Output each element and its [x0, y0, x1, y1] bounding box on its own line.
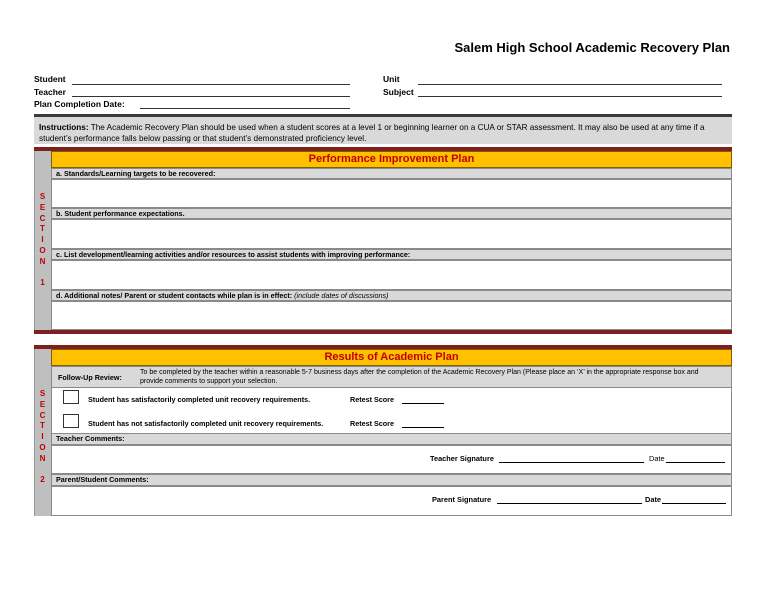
parent-date-label: Date — [645, 495, 662, 504]
option2-retest-label: Retest Score — [350, 419, 394, 428]
student-field[interactable] — [72, 84, 350, 85]
instructions-label: Instructions: — [39, 123, 89, 132]
teacher-signature-field[interactable] — [499, 462, 644, 463]
teacher-date-field[interactable] — [666, 462, 725, 463]
option1-label: Student has satisfactorily completed unit recovery requirements. — [88, 395, 311, 404]
option1-retest-field[interactable] — [402, 403, 444, 404]
teacher-label: Teacher — [34, 87, 66, 97]
section1-item-a-field[interactable] — [51, 179, 732, 208]
parent-signature-field[interactable] — [497, 503, 642, 504]
followup-review-row — [51, 366, 732, 388]
teacher-comments-field[interactable] — [51, 445, 732, 474]
plan-completion-label: Plan Completion Date: — [34, 99, 125, 109]
option2-checkbox[interactable] — [63, 414, 79, 428]
unit-label: Unit — [383, 74, 400, 84]
section1-side-label: S E C T I O N 1 — [39, 192, 46, 288]
section1-item-c-label: c. List development/learning activities and/or resources to assist students with improving performance: — [51, 249, 732, 260]
section1-item-b-field[interactable] — [51, 219, 732, 249]
teacher-field[interactable] — [72, 96, 350, 97]
followup-review-text: To be completed by the teacher within a reasonable 5-7 business days after the completion of the Academic Recovery Plan (Please place an ‘X’ in the appropriate response box and provide comments to support your selection. — [140, 369, 699, 385]
teacher-signature-label: Teacher Signature — [430, 454, 494, 463]
section1-item-d-label: d. Additional notes/ Parent or student contacts while plan is in effect: — [56, 291, 293, 300]
student-label: Student — [34, 74, 66, 84]
unit-field[interactable] — [418, 84, 722, 85]
section1-item-d-note: (include dates of discussions) — [294, 291, 389, 300]
section2-heading: Results of Academic Plan — [51, 349, 732, 366]
section1-item-b-label: b. Student performance expectations. — [51, 208, 732, 219]
subject-field[interactable] — [418, 96, 722, 97]
section1-item-a-label: a. Standards/Learning targets to be recovered: — [51, 168, 732, 179]
parent-signature-label: Parent Signature — [432, 495, 492, 504]
parent-comments-field[interactable] — [51, 486, 732, 516]
parent-date-field[interactable] — [662, 503, 726, 504]
parent-comments-label: Parent/Student Comments: — [51, 474, 732, 486]
section1-heading: Performance Improvement Plan — [51, 151, 732, 168]
option2-retest-field[interactable] — [402, 427, 444, 428]
section1-item-d-field[interactable] — [51, 301, 732, 330]
section1-item-d-label-row — [51, 290, 732, 301]
option2-label: Student has not satisfactorily completed unit recovery requirements. — [88, 419, 324, 428]
teacher-comments-label: Teacher Comments: — [51, 433, 732, 445]
page-title: Salem High School Academic Recovery Plan — [454, 40, 730, 55]
section2-side-label: S E C T I O N 2 — [39, 389, 46, 485]
section1-bottom-rule — [34, 330, 732, 334]
plan-completion-field[interactable] — [140, 108, 350, 109]
teacher-date-label: Date — [649, 454, 665, 463]
instructions-text: The Academic Recovery Plan should be used when a student scores at a level 1 or beginning learner on a CUA or STAR assessment. It may also be used at any time if a student’s performance falls below passing or that student’s demonstrated proficiency level. — [39, 123, 705, 143]
instructions-box — [34, 114, 732, 144]
subject-label: Subject — [383, 87, 414, 97]
option1-checkbox[interactable] — [63, 390, 79, 404]
section1-item-c-field[interactable] — [51, 260, 732, 290]
followup-review-label: Follow-Up Review: — [58, 373, 122, 382]
option1-retest-label: Retest Score — [350, 395, 394, 404]
